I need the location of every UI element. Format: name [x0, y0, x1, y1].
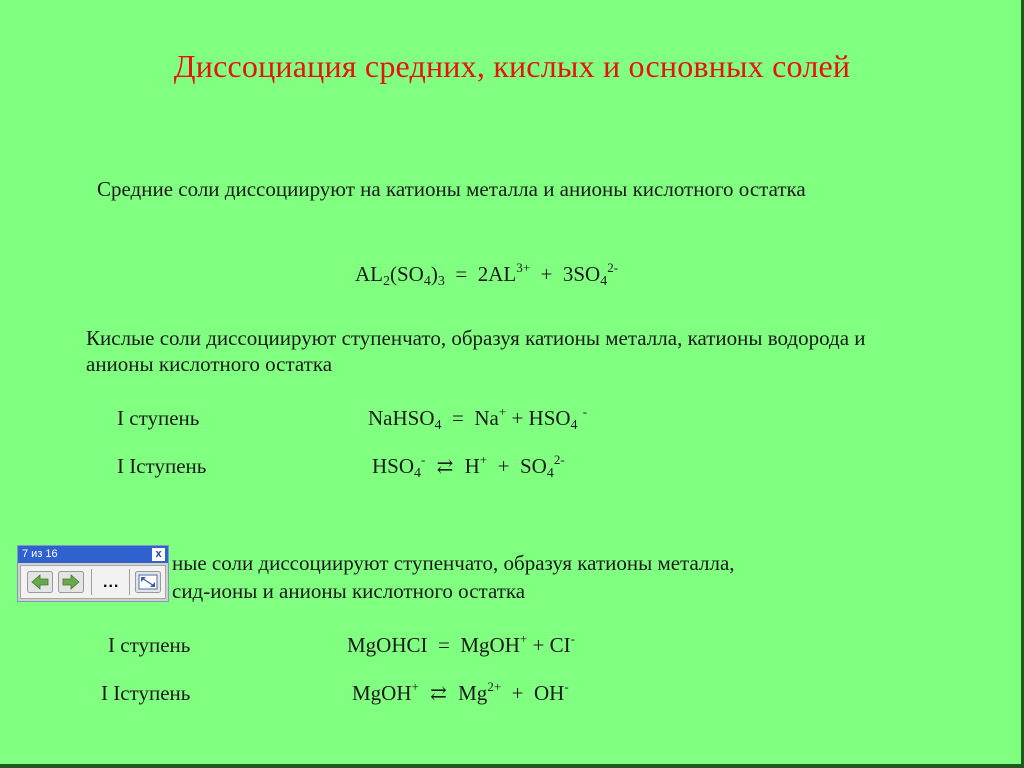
basic-salts-line2: сид-ионы и анионы кислотного остатка	[172, 579, 526, 603]
eq-sup: 3+	[516, 260, 531, 275]
eq-sub: 3	[437, 274, 445, 289]
eq-term: AL	[355, 262, 383, 286]
slide-title: Диссоциация средних, кислых и основных солей	[173, 48, 851, 84]
fullscreen-icon	[135, 571, 161, 593]
eq-sign: =	[455, 262, 468, 286]
acid-step2-equation	[372, 454, 565, 479]
eq-sub: 2	[383, 274, 390, 289]
close-icon[interactable]: x	[152, 548, 165, 561]
slide-border-bottom	[0, 764, 1024, 768]
back-arrow-icon	[27, 571, 53, 593]
eq-term: NaHSO	[368, 406, 435, 430]
eq-term: CI	[549, 633, 571, 657]
eq-sup: 2-	[553, 452, 565, 467]
eq-term: HSO	[528, 406, 571, 430]
eq-term: Na	[474, 406, 499, 430]
basic-step1-label: I ступень	[108, 633, 191, 657]
eq-plus: +	[511, 406, 524, 430]
eq-sub: 4	[570, 418, 578, 433]
eq-sup: -	[564, 679, 569, 694]
acid-step1-equation	[368, 406, 587, 431]
acid-step2-label: I Iступень	[117, 454, 207, 478]
eq-sup: 2-	[607, 260, 619, 275]
toolbar-separator	[91, 569, 92, 595]
eq-sub: 4	[600, 274, 608, 289]
eq-term: MgOHCI	[347, 633, 428, 657]
forward-arrow-icon	[58, 571, 84, 593]
eq-plus: +	[532, 633, 545, 657]
eq-term: OH	[534, 681, 565, 705]
navigator-buttons	[20, 565, 166, 599]
toolbar-separator	[129, 569, 130, 595]
eq-term: HSO	[372, 454, 415, 478]
eq-term: MgOH	[460, 633, 520, 657]
eq-term: 2AL	[477, 262, 517, 286]
eq-term: H	[464, 454, 480, 478]
previous-slide-button[interactable]	[27, 571, 53, 593]
slide-navigator[interactable]	[17, 545, 169, 602]
more-options-button[interactable]: ...	[103, 574, 120, 591]
eq-sub: 4	[546, 466, 554, 481]
fullscreen-button[interactable]	[135, 571, 161, 593]
eq-term: )	[430, 262, 438, 286]
eq-sub: 4	[414, 466, 422, 481]
eq-sign: =	[438, 633, 450, 657]
eq-sup: -	[582, 404, 588, 419]
middle-salts-text: Средние соли диссоциируют на катионы металла и анионы кислотного остатка	[97, 177, 806, 201]
eq-term: Mg	[458, 681, 488, 705]
equilibrium-arrow-icon: ⇄	[430, 683, 447, 705]
eq-plus: +	[540, 262, 553, 286]
eq-sup: +	[411, 679, 419, 694]
eq-plus: +	[497, 454, 510, 478]
eq-term: SO	[519, 454, 547, 478]
eq-sup: -	[570, 631, 575, 646]
basic-step1-equation	[347, 633, 575, 658]
basic-step2-label: I Iступень	[101, 681, 191, 705]
eq-sup: +	[519, 631, 528, 646]
eq-sup: +	[479, 452, 488, 467]
basic-step2-equation	[352, 681, 569, 706]
next-slide-button[interactable]	[58, 571, 84, 593]
equilibrium-arrow-icon: ⇄	[436, 456, 454, 478]
eq-term: 3SO	[562, 262, 601, 286]
eq-sign: =	[452, 406, 464, 430]
eq-sup: +	[498, 404, 507, 419]
eq-term: (SO	[390, 262, 424, 286]
eq-sup: -	[421, 452, 426, 467]
eq-plus: +	[511, 681, 524, 705]
page-indicator: 7 из 16	[22, 548, 58, 560]
eq-sup: 2+	[487, 679, 502, 694]
acid-step1-label: I ступень	[117, 406, 200, 430]
basic-salts-line1: ные соли диссоциируют ступенчато, образуя катионы металла,	[172, 551, 735, 575]
acid-salts-text: Кислые соли диссоциируют ступенчато, образуя катионы металла, катионы водорода и анионы кислотного остатка	[86, 326, 866, 376]
middle-salts-equation	[355, 262, 618, 287]
eq-sub: 4	[434, 418, 442, 433]
eq-term: MgOH	[352, 681, 412, 705]
navigator-titlebar[interactable]	[18, 546, 168, 563]
eq-sub: 4	[423, 274, 431, 289]
